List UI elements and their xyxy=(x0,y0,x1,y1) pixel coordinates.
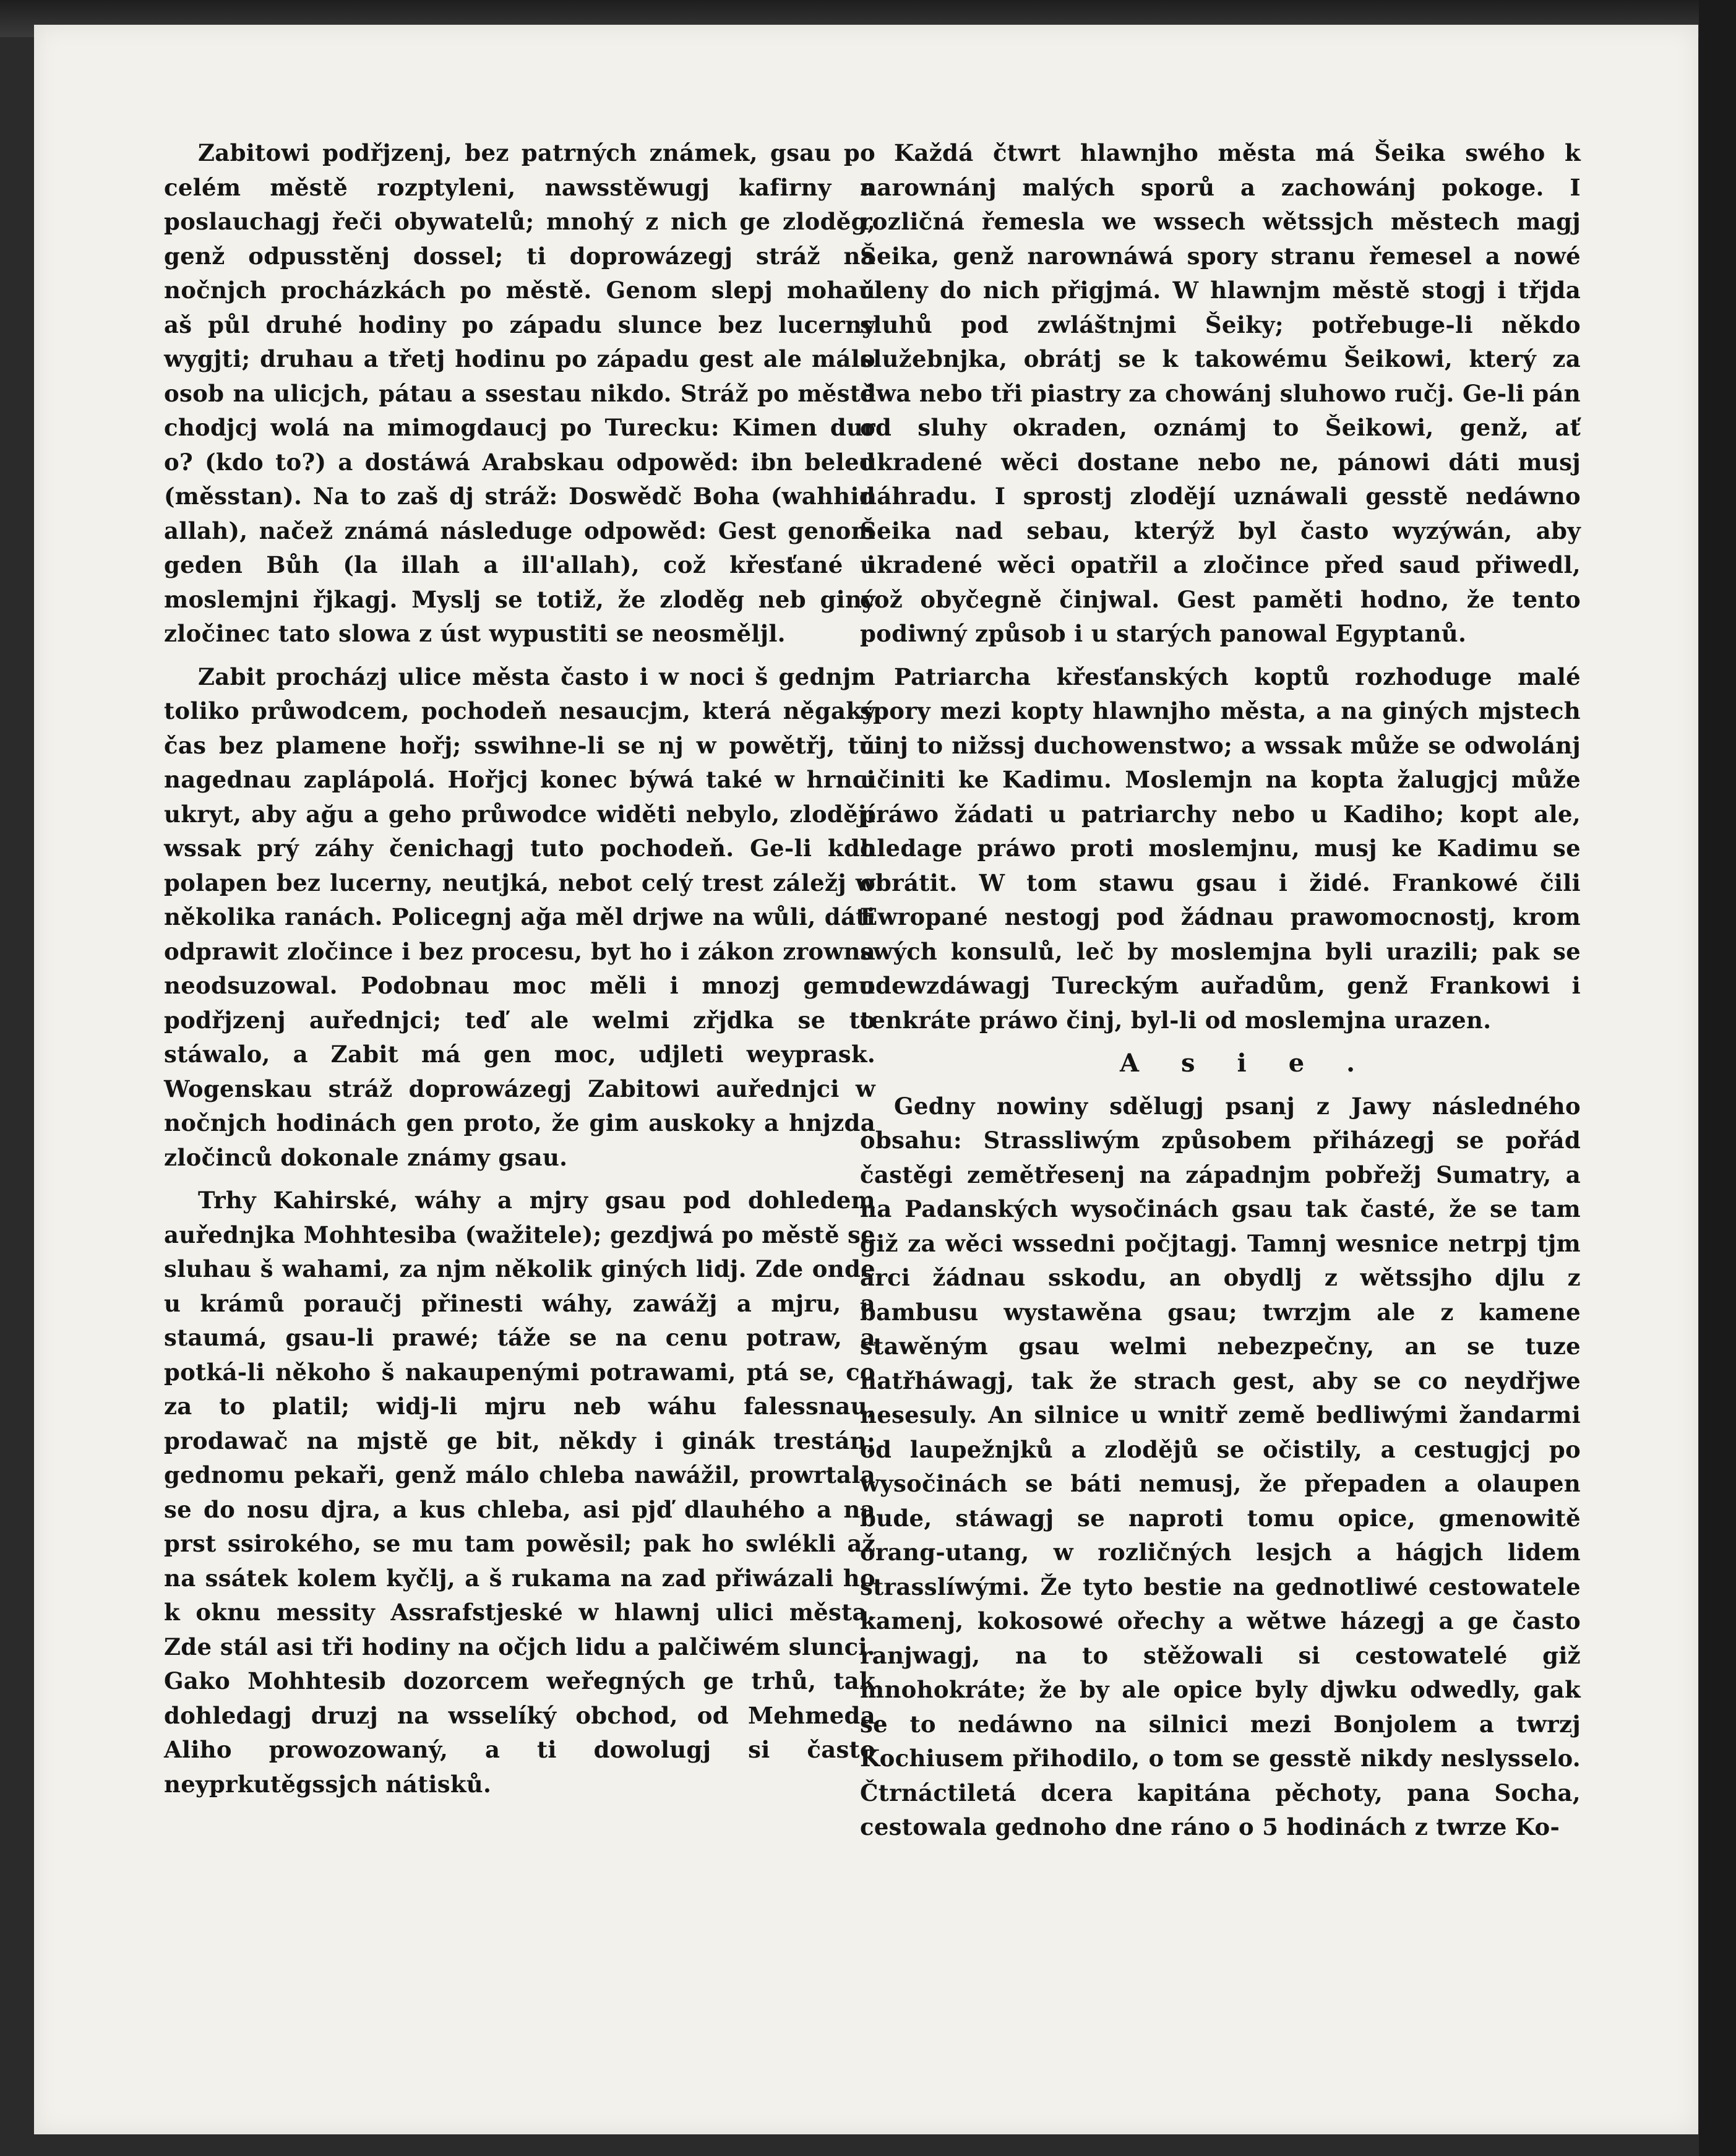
section-heading-asia: Asie. xyxy=(1119,1049,1398,1078)
paragraph-zabit-officers: Zabitowi podřjzenj, bez patrných známek, gsau po celém městě rozptyleni, nawsstěwugj kafirny a poslauchagj řeči obywatelů; mnohý z nich ge zloděg, genž odpusstěnj dossel; ti doprowázegj stráž na nočnjch procházkách po městě. Genom slepj mohau aš půl druhé hodiny po západu slunce bez lucerny wygjti; druhau a třetj hodinu po západu gest ale málo osob na ulicjch, pátau a ssestau nikdo. Stráž po městě chodjcj wolá na mimogdaucj po Turecku: Kimen dur o? (kdo to?) a dostáwá Arabskau odpowěd: ibn beled (měsstan). Na to zaš dj stráž: Doswědč Boha (wahhid allah), načež známá následuge odpowěd: Gest genom geden Bůh (la illah a ill'allah), což křesťané i moslemjni řjkagj. Myslj se totiž, že zloděg neb giný zločinec tato slowa z úst wypustiti se neosměljl. xyxy=(164,139,875,647)
paragraph-java-news: Gedny nowiny sdělugj psanj z Jawy následného obsahu: Strassliwým způsobem přiházegj se pořád častěgi zemětřesenj na západnjm pobřežj Sumatry, a na Padanských wysočinách gsau tak časté, že se tam giž za wěci wssedni počjtagj. Tamnj wesnice netrpj tjm arci žádnau sskodu, an obydlj z wětssjho djlu z bambusu wystawěna gsau; twrzjm ale z kamene stawěným gsau welmi nebezpečny, an se tuze natřháwagj, tak že strach gest, aby se co neydřjwe nesesuly. An silnice u wnitř země bedliwými žandarmi od laupežnjků a zlodějů se očistily, a cestugjcj po wysočinách se báti nemusj, že přepaden a olaupen bude, stáwagj se naproti tomu opice, gmenowitě orang-utang, w rozličných lesjch a hágjch lidem strasslíwými. Že tyto bestie na gednotliwé cestowatele kamenj, kokosowé ořechy a wětwe házegj a ge často ranjwagj, na to stěžowali si cestowatelé giž mnohokráte; že by ale opice byly djwku odwedly, gak se to nedáwno na silnici mezi Bonjolem a twrzj Kochiusem přihodilo, o tom se gesstě nikdy neslysselo. Čtrnáctiletá dcera kapitána pěchoty, pana Socha, cestowala gednoho dne ráno o 5 hodinách z twrze Ko- xyxy=(860,1092,1581,1840)
paragraph-quarter-sheikhs: Každá čtwrt hlawnjho města má Šeika swého k narownánj malých sporů a zachowánj pokoge. I rozličná řemesla we wssech wětssjch městech magj Šeika, genž narownáwá spory stranu řemesel a nowé členy do nich přigjmá. W hlawnjm městě stogj i třjda sluhů pod zwláštnjmi Šeiky; potřebuge-li někdo služebnjka, obrátj se k takowému Šeikowi, který za dwa nebo tři piastry za chowánj sluhowo ručj. Ge-li pán od sluhy okraden, oznámj to Šeikowi, genž, ať ukradené wěci dostane nebo ne, pánowi dáti musj náhradu. I sprostj zlodějí uznáwali gesstě nedáwno Šeika nad sebau, kterýž byl často wyzýwán, aby ukradené wěci opatřil a zločince před saud přiwedl, což obyčegně činjwal. Gest paměti hodno, že tento podiwný způsob i u starých panowal Egyptanů. xyxy=(860,139,1581,647)
scan-edge-right xyxy=(1699,0,1736,2156)
left-column xyxy=(164,136,875,1810)
paragraph-markets-mohhtesib: Trhy Kahirské, wáhy a mjry gsau pod dohledem auřednjka Mohhtesiba (wažitele); gezdjwá po městě se sluhau š wahami, za njm několik giných lidj. Zde onde u krámů poraučj přinesti wáhy, zawážj a mjru, a staumá, gsau-li prawé; táže se na cenu potraw, a potká-li někoho š nakaupenými potrawami, ptá se, co za to platil; widj-li mjru neb wáhu falessnau, prodawač na mjstě ge bit, někdy i ginák trestán; gednomu pekaři, genž málo chleba nawážil, prowrtala se do nosu djra, a kus chleba, asi pjď dlauhého a na prst ssirokého, se mu tam powěsil; pak ho swlékli až na ssátek kolem kyčlj, a š rukama na zad přiwázali ho k oknu messity Assrafstjeské w hlawnj ulici města. Zde stál asi tři hodiny na očjch lidu a palčiwém slunci. Gako Mohhtesib dozorcem weřegných ge trhů, tak dohledagj druzj na wsselíký obchod, od Mehmeda Aliho prowozowaný, a ti dowolugj si často neyprkutěgssjch nátisků. xyxy=(164,1187,875,1798)
paragraph-coptic-patriarch: Patriarcha křesťanských koptů rozhoduge malé spory mezi kopty hlawnjho města, a na giných mjstech činj to nižssj duchowenstwo; a wssak může se odwolánj učiniti ke Kadimu. Moslemjn na kopta žalugjcj může práwo žádati u patriarchy nebo u Kadiho; kopt ale, hledage práwo proti moslemjnu, musj ke Kadimu se obrátit. W tom stawu gsau i židé. Frankowé čili Ewropané nestogj pod žádnau prawomocnostj, krom swých konsulů, leč by moslemjna byli urazili; pak se odewzdáwagj Tureckým auřadům, genž Frankowi i tenkráte práwo činj, byl-li od moslemjna urazen. xyxy=(860,663,1581,1034)
paragraph-zabit-night-patrol: Zabit procházj ulice města často i w noci š gednjm toliko průwodcem, pochodeň nesaucjm, která něgaký čas bez plamene hořj; sswihne-li se nj w powětřj, tu nagednau zaplápolá. Hořjcj konec býwá také w hrnci ukryt, aby ağu a geho průwodce widěti nebylo, zlodějí wssak prý záhy čenichagj tuto pochodeň. Ge-li kdo polapen bez lucerny, neutjká, nebot celý trest záležj w několika ranách. Policegnj ağa měl drjwe na wůli, dáti odprawit zločince i bez procesu, byt ho i zákon zrowna neodsuzowal. Podobnau moc měli i mnozj gemu podřjzenj auřednjci; teď ale welmi zřjdka se to stáwalo, a Zabit má gen moc, udjleti weyprask. Wogenskau stráž doprowázegj Zabitowi auřednjci w nočnjch hodinách gen proto, že gim auskoky a hnjzda zločinců dokonale známy gsau. xyxy=(164,663,875,1171)
right-column xyxy=(860,136,1581,1853)
newspaper-page xyxy=(34,25,1698,2134)
